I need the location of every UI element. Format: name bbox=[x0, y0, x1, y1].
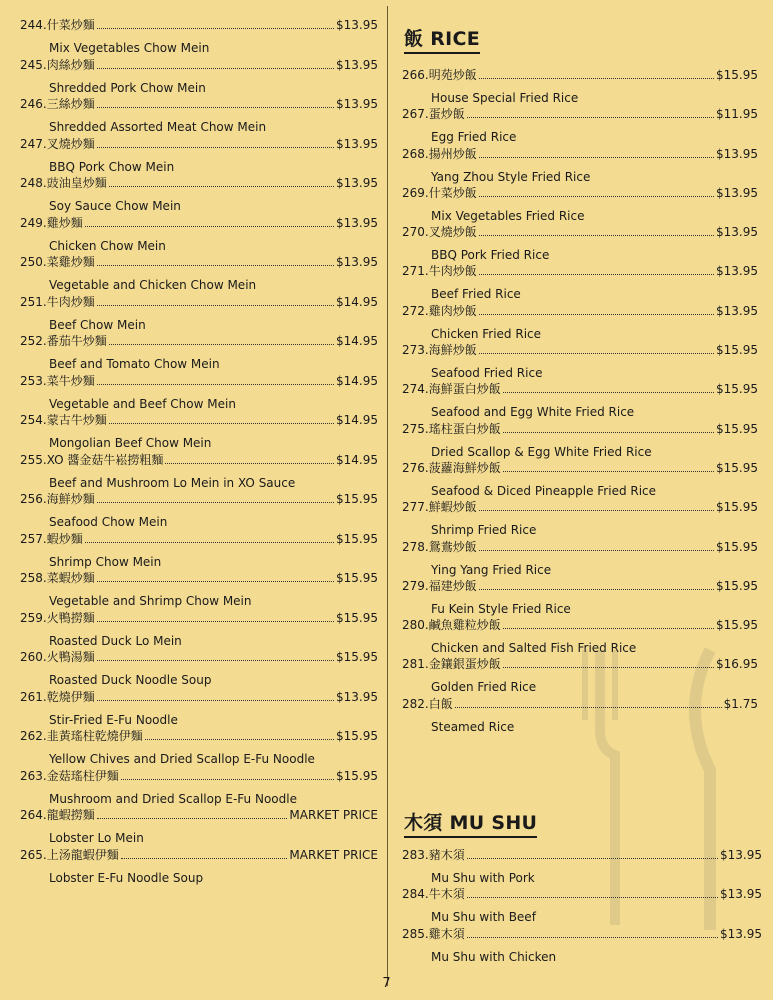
item-english-name: BBQ Pork Fried Rice bbox=[431, 248, 550, 263]
dot-leader bbox=[121, 779, 334, 780]
menu-item bbox=[402, 343, 758, 382]
item-number: 277. bbox=[402, 500, 429, 515]
item-number: 268. bbox=[402, 146, 429, 161]
item-chinese-name: 肉絲炒麵 bbox=[46, 57, 95, 72]
item-price: $14.95 bbox=[336, 452, 378, 467]
item-english-name: Steamed Rice bbox=[431, 719, 515, 734]
dot-leader bbox=[85, 226, 334, 227]
dot-leader bbox=[109, 344, 334, 345]
menu-item-line bbox=[20, 413, 378, 427]
item-chinese-name: 三絲炒麵 bbox=[46, 97, 95, 111]
item-price: MARKET PRICE bbox=[289, 847, 378, 862]
item-chinese-name: 叉燒炒飯 bbox=[428, 225, 477, 240]
item-chinese-name: 什菜炒飯 bbox=[428, 185, 477, 200]
menu-item bbox=[402, 500, 758, 539]
item-number: 265. bbox=[20, 847, 47, 862]
menu-item bbox=[20, 413, 378, 453]
menu-item bbox=[20, 453, 378, 493]
dot-leader bbox=[503, 471, 714, 472]
item-chinese-name: 蒙古牛炒麵 bbox=[46, 413, 107, 427]
menu-item-line bbox=[20, 453, 378, 467]
item-price: $15.95 bbox=[716, 500, 758, 515]
menu-item-line bbox=[20, 334, 378, 348]
dot-leader bbox=[479, 235, 714, 236]
menu-item bbox=[20, 18, 378, 58]
item-chinese-name: 揚州炒飯 bbox=[428, 146, 477, 161]
item-chinese-name: 白飯 bbox=[428, 696, 453, 711]
item-chinese-name: 火鴨湯麵 bbox=[46, 650, 95, 664]
menu-item-line bbox=[20, 729, 378, 743]
item-price: $15.95 bbox=[336, 768, 378, 783]
item-chinese-name: XO 醬金菇牛崧撈粗麵 bbox=[46, 452, 164, 467]
dot-leader bbox=[503, 628, 714, 629]
item-chinese-name: 雞肉炒飯 bbox=[428, 303, 477, 318]
item-price: $13.95 bbox=[716, 264, 758, 279]
item-english-name: Golden Fried Rice bbox=[431, 680, 537, 695]
menu-item-line bbox=[402, 147, 758, 161]
item-chinese-name: 牛木須 bbox=[428, 887, 465, 902]
item-price: $13.95 bbox=[336, 255, 378, 269]
menu-item bbox=[402, 147, 758, 186]
item-english-name: Mix Vegetables Fried Rice bbox=[431, 208, 585, 223]
menu-item bbox=[20, 374, 378, 414]
item-price: $13.95 bbox=[336, 18, 378, 32]
item-price: $13.95 bbox=[716, 225, 758, 240]
item-english-name: Mu Shu with Pork bbox=[431, 871, 535, 885]
item-number: 244. bbox=[20, 18, 47, 32]
item-price: $15.95 bbox=[336, 610, 378, 625]
item-number: 261. bbox=[20, 689, 47, 704]
item-chinese-name: 豉油皇炒麵 bbox=[46, 176, 107, 190]
menu-item bbox=[402, 382, 758, 421]
menu-item-line bbox=[20, 808, 378, 822]
item-english-name: Seafood Chow Mein bbox=[49, 515, 168, 529]
menu-item bbox=[402, 186, 758, 225]
menu-item-line bbox=[402, 68, 758, 82]
item-price: $13.95 bbox=[336, 215, 378, 230]
item-number: 285. bbox=[402, 926, 429, 941]
item-number: 260. bbox=[20, 650, 47, 664]
menu-item-line bbox=[402, 422, 758, 436]
item-price: MARKET PRICE bbox=[289, 808, 378, 822]
item-english-name: House Special Fried Rice bbox=[431, 91, 579, 105]
item-price: $15.95 bbox=[336, 571, 378, 585]
item-english-name: Seafood Fried Rice bbox=[431, 366, 543, 381]
dot-leader bbox=[97, 68, 334, 69]
item-price: $13.95 bbox=[336, 97, 378, 111]
item-number: 270. bbox=[402, 225, 429, 240]
item-english-name: Vegetable and Shrimp Chow Mein bbox=[49, 594, 252, 608]
item-number: 263. bbox=[20, 768, 47, 783]
item-english-name: Yellow Chives and Dried Scallop E-Fu Noodle bbox=[49, 752, 315, 766]
item-chinese-name: 豬木須 bbox=[428, 848, 465, 862]
dot-leader bbox=[145, 739, 334, 740]
item-chinese-name: 雞木須 bbox=[428, 926, 465, 941]
item-number: 276. bbox=[402, 460, 429, 475]
item-number: 248. bbox=[20, 176, 47, 190]
item-english-name: Roasted Duck Noodle Soup bbox=[49, 673, 212, 687]
menu-item-line bbox=[402, 264, 758, 278]
menu-item bbox=[20, 690, 378, 730]
item-number: 246. bbox=[20, 97, 47, 111]
item-chinese-name: 菜雞炒麵 bbox=[46, 255, 95, 269]
item-number: 264. bbox=[20, 808, 47, 822]
dot-leader bbox=[97, 621, 334, 622]
dot-leader bbox=[97, 147, 334, 148]
item-price: $15.95 bbox=[716, 421, 758, 436]
menu-item bbox=[20, 334, 378, 374]
item-chinese-name: 蛋炒飯 bbox=[428, 107, 465, 122]
menu-item-line bbox=[20, 650, 378, 664]
item-english-name: Shredded Assorted Meat Chow Mein bbox=[49, 120, 267, 134]
menu-item-line bbox=[20, 58, 378, 72]
dot-leader bbox=[97, 660, 334, 661]
item-english-name: Chicken Chow Mein bbox=[49, 238, 166, 253]
item-price: $15.95 bbox=[716, 578, 758, 593]
menu-item-line bbox=[20, 18, 378, 32]
item-chinese-name: 菜蝦炒麵 bbox=[46, 571, 95, 585]
item-price: $15.95 bbox=[716, 618, 758, 633]
item-english-name: Mongolian Beef Chow Mein bbox=[49, 436, 212, 450]
dot-leader bbox=[97, 265, 334, 266]
menu-item-line bbox=[402, 225, 758, 239]
item-number: 269. bbox=[402, 185, 429, 200]
item-chinese-name: 番茄牛炒麵 bbox=[46, 334, 107, 348]
item-number: 251. bbox=[20, 294, 47, 309]
item-english-name: Vegetable and Chicken Chow Mein bbox=[49, 278, 257, 292]
noodle-column bbox=[20, 0, 378, 887]
menu-item-line bbox=[402, 461, 758, 475]
item-price: $15.95 bbox=[716, 68, 758, 82]
menu-item-line bbox=[402, 343, 758, 357]
item-english-name: Beef Fried Rice bbox=[431, 287, 521, 302]
item-english-name: Soy Sauce Chow Mein bbox=[49, 199, 181, 213]
item-english-name: Seafood and Egg White Fried Rice bbox=[431, 405, 635, 420]
dot-leader bbox=[479, 314, 714, 315]
dot-leader bbox=[85, 542, 334, 543]
item-price: $13.95 bbox=[336, 136, 378, 151]
item-price: $14.95 bbox=[336, 413, 378, 427]
menu-item bbox=[20, 532, 378, 572]
menu-item bbox=[20, 650, 378, 690]
dot-leader bbox=[121, 858, 288, 859]
dot-leader bbox=[479, 196, 714, 197]
menu-item-line bbox=[20, 374, 378, 388]
menu-item-line bbox=[402, 186, 758, 200]
rice-column bbox=[398, 0, 758, 736]
item-price: $13.95 bbox=[720, 926, 762, 941]
menu-item bbox=[402, 107, 758, 146]
item-english-name: Mu Shu with Beef bbox=[431, 910, 536, 925]
menu-item-line bbox=[20, 690, 378, 704]
item-chinese-name: 鴛鴦炒飯 bbox=[428, 539, 477, 554]
item-english-name: Lobster Lo Mein bbox=[49, 831, 144, 845]
menu-item-line bbox=[20, 137, 378, 151]
item-number: 281. bbox=[402, 657, 429, 672]
dot-leader bbox=[479, 550, 714, 551]
menu-item-line bbox=[402, 382, 758, 396]
item-chinese-name: 牛肉炒麵 bbox=[46, 294, 95, 309]
menu-item bbox=[402, 225, 758, 264]
dot-leader bbox=[109, 186, 334, 187]
item-chinese-name: 火鴨撈麵 bbox=[46, 610, 95, 625]
item-english-name: Beef and Tomato Chow Mein bbox=[49, 357, 220, 371]
item-number: 272. bbox=[402, 303, 429, 318]
mushu-section-title: 木須 MU SHU bbox=[404, 808, 537, 838]
item-english-name: Vegetable and Beef Chow Mein bbox=[49, 396, 236, 411]
item-price: $15.95 bbox=[336, 531, 378, 546]
item-number: 250. bbox=[20, 255, 47, 269]
item-english-name: Mushroom and Dried Scallop E-Fu Noodle bbox=[49, 791, 297, 806]
item-english-name: Stir-Fried E-Fu Noodle bbox=[49, 712, 178, 727]
item-number: 252. bbox=[20, 334, 47, 348]
dot-leader bbox=[467, 117, 714, 118]
dot-leader bbox=[479, 589, 714, 590]
column-divider bbox=[387, 6, 388, 986]
dot-leader bbox=[479, 157, 714, 158]
item-number: 258. bbox=[20, 571, 47, 585]
item-english-name: Shredded Pork Chow Mein bbox=[49, 80, 206, 95]
item-chinese-name: 鹹魚雞粒炒飯 bbox=[428, 618, 501, 633]
item-price: $13.95 bbox=[720, 887, 762, 902]
menu-item bbox=[20, 848, 378, 888]
item-price: $13.95 bbox=[716, 303, 758, 318]
dot-leader bbox=[479, 274, 714, 275]
item-number: 255. bbox=[20, 452, 47, 467]
dot-leader bbox=[165, 463, 334, 464]
item-price: $15.95 bbox=[716, 343, 758, 358]
item-price: $1.75 bbox=[723, 696, 758, 711]
item-chinese-name: 菜牛炒麵 bbox=[46, 373, 95, 388]
item-number: 273. bbox=[402, 343, 429, 358]
item-english-name: Egg Fried Rice bbox=[431, 130, 517, 145]
dot-leader bbox=[97, 107, 334, 108]
menu-item bbox=[20, 216, 378, 256]
menu-item-line bbox=[20, 216, 378, 230]
item-chinese-name: 龍蝦撈麵 bbox=[46, 808, 95, 822]
dot-leader bbox=[109, 423, 334, 424]
menu-item-line bbox=[402, 107, 758, 121]
dot-leader bbox=[97, 818, 288, 819]
menu-item-line bbox=[20, 97, 378, 111]
item-number: 266. bbox=[402, 68, 429, 82]
item-number: 279. bbox=[402, 578, 429, 593]
menu-item bbox=[402, 461, 758, 500]
item-english-name: Fu Kein Style Fried Rice bbox=[431, 601, 571, 616]
item-price: $13.95 bbox=[336, 176, 378, 190]
menu-item-line bbox=[20, 176, 378, 190]
item-english-name: Seafood & Diced Pineapple Fried Rice bbox=[431, 483, 657, 498]
menu-item bbox=[402, 540, 758, 579]
item-number: 267. bbox=[402, 107, 429, 122]
item-english-name: Chicken Fried Rice bbox=[431, 326, 542, 341]
menu-item bbox=[402, 264, 758, 303]
item-english-name: Chicken and Salted Fish Fried Rice bbox=[431, 641, 637, 656]
menu-item-line bbox=[402, 304, 758, 318]
item-chinese-name: 海鮮炒麵 bbox=[46, 492, 95, 506]
item-english-name: Mu Shu with Chicken bbox=[431, 949, 557, 964]
menu-item bbox=[20, 255, 378, 295]
dot-leader bbox=[479, 78, 714, 79]
item-number: 254. bbox=[20, 413, 47, 427]
item-price: $15.95 bbox=[716, 460, 758, 475]
item-english-name: Lobster E-Fu Noodle Soup bbox=[49, 870, 204, 885]
menu-item-line bbox=[20, 769, 378, 783]
item-chinese-name: 雞炒麵 bbox=[46, 215, 83, 230]
item-number: 274. bbox=[402, 382, 429, 397]
dot-leader bbox=[97, 502, 334, 503]
menu-item-line bbox=[402, 579, 758, 593]
menu-item-line bbox=[402, 618, 758, 632]
menu-item bbox=[20, 137, 378, 177]
menu-item bbox=[402, 304, 758, 343]
item-price: $15.95 bbox=[336, 492, 378, 506]
item-price: $15.95 bbox=[336, 650, 378, 664]
item-chinese-name: 牛肉炒飯 bbox=[428, 264, 477, 279]
item-number: 247. bbox=[20, 136, 47, 151]
dot-leader bbox=[97, 305, 334, 306]
item-chinese-name: 蝦炒麵 bbox=[46, 531, 83, 546]
item-english-name: BBQ Pork Chow Mein bbox=[49, 159, 175, 174]
item-chinese-name: 鮮蝦炒飯 bbox=[428, 500, 477, 515]
item-price: $14.95 bbox=[336, 373, 378, 388]
item-price: $13.95 bbox=[720, 848, 762, 862]
dot-leader bbox=[503, 432, 714, 433]
menu-item bbox=[20, 492, 378, 532]
item-english-name: Shrimp Chow Mein bbox=[49, 554, 162, 569]
item-number: 253. bbox=[20, 373, 47, 388]
item-chinese-name: 明苑炒飯 bbox=[428, 68, 477, 82]
item-chinese-name: 海鮮蛋白炒飯 bbox=[428, 382, 501, 397]
item-number: 284. bbox=[402, 887, 429, 902]
menu-item bbox=[20, 729, 378, 769]
dot-leader bbox=[503, 392, 714, 393]
item-chinese-name: 海鮮炒飯 bbox=[428, 343, 477, 358]
item-chinese-name: 金鑲銀蛋炒飯 bbox=[428, 657, 501, 672]
menu-item bbox=[402, 422, 758, 461]
dot-leader bbox=[97, 700, 334, 701]
menu-item bbox=[20, 295, 378, 335]
menu-item bbox=[20, 176, 378, 216]
item-english-name: Ying Yang Fried Rice bbox=[431, 562, 552, 577]
item-number: 278. bbox=[402, 539, 429, 554]
item-chinese-name: 菠蘿海鮮炒飯 bbox=[428, 460, 501, 475]
item-number: 275. bbox=[402, 421, 429, 436]
menu-item bbox=[20, 571, 378, 611]
item-number: 245. bbox=[20, 57, 47, 72]
item-number: 280. bbox=[402, 618, 429, 633]
menu-item-line bbox=[20, 611, 378, 625]
menu-item-line bbox=[20, 532, 378, 546]
menu-item bbox=[20, 97, 378, 137]
item-english-name: Shrimp Fried Rice bbox=[431, 523, 537, 538]
fork-knife-watermark-icon bbox=[560, 640, 760, 940]
item-chinese-name: 什菜炒麵 bbox=[46, 18, 95, 32]
item-chinese-name: 上汤龍蝦伊麵 bbox=[46, 847, 119, 862]
dot-leader bbox=[97, 384, 334, 385]
item-english-name: Dried Scallop & Egg White Fried Rice bbox=[431, 444, 652, 459]
rice-section-title: 飯 RICE bbox=[404, 24, 480, 54]
menu-item bbox=[20, 769, 378, 809]
item-chinese-name: 叉燒炒麵 bbox=[46, 136, 95, 151]
item-english-name: Beef Chow Mein bbox=[49, 317, 146, 332]
item-chinese-name: 金菇瑤柱伊麵 bbox=[46, 768, 119, 783]
item-price: $14.95 bbox=[336, 294, 378, 309]
item-price: $15.95 bbox=[716, 539, 758, 554]
menu-item-line bbox=[402, 540, 758, 554]
item-price: $13.95 bbox=[336, 689, 378, 704]
menu-item-line bbox=[20, 492, 378, 506]
menu-item bbox=[402, 68, 758, 107]
item-price: $14.95 bbox=[336, 334, 378, 348]
item-chinese-name: 瑤柱蛋白炒飯 bbox=[428, 421, 501, 436]
item-price: $11.95 bbox=[716, 107, 758, 122]
item-number: 249. bbox=[20, 215, 47, 230]
menu-item-line bbox=[20, 848, 378, 862]
item-chinese-name: 乾燒伊麵 bbox=[46, 689, 95, 704]
item-price: $15.95 bbox=[336, 729, 378, 743]
item-chinese-name: 韭黃瑤柱乾燒伊麵 bbox=[46, 729, 143, 743]
menu-item bbox=[20, 58, 378, 98]
dot-leader bbox=[97, 581, 334, 582]
item-number: 259. bbox=[20, 610, 47, 625]
menu-item bbox=[20, 808, 378, 848]
item-price: $13.95 bbox=[336, 57, 378, 72]
menu-item-line bbox=[20, 255, 378, 269]
item-english-name: Beef and Mushroom Lo Mein in XO Sauce bbox=[49, 475, 296, 490]
item-price: $15.95 bbox=[716, 382, 758, 397]
dot-leader bbox=[479, 353, 714, 354]
item-price: $13.95 bbox=[716, 185, 758, 200]
item-english-name: Roasted Duck Lo Mein bbox=[49, 633, 182, 648]
item-price: $13.95 bbox=[716, 146, 758, 161]
item-price: $16.95 bbox=[716, 657, 758, 672]
item-number: 271. bbox=[402, 264, 429, 279]
item-english-name: Yang Zhou Style Fried Rice bbox=[431, 169, 591, 184]
menu-item-line bbox=[402, 500, 758, 514]
rice-list bbox=[398, 68, 758, 736]
item-number: 283. bbox=[402, 848, 429, 862]
menu-item-line bbox=[20, 295, 378, 309]
menu-item bbox=[402, 579, 758, 618]
item-number: 257. bbox=[20, 531, 47, 546]
menu-item-line bbox=[20, 571, 378, 585]
item-chinese-name: 福建炒飯 bbox=[428, 578, 477, 593]
item-english-name: Mix Vegetables Chow Mein bbox=[49, 41, 210, 55]
menu-item bbox=[20, 611, 378, 651]
dot-leader bbox=[479, 510, 714, 511]
page-number: 7 bbox=[382, 976, 391, 991]
item-number: 282. bbox=[402, 696, 429, 711]
item-number: 256. bbox=[20, 492, 47, 506]
dot-leader bbox=[97, 28, 334, 29]
item-number: 262. bbox=[20, 729, 47, 743]
